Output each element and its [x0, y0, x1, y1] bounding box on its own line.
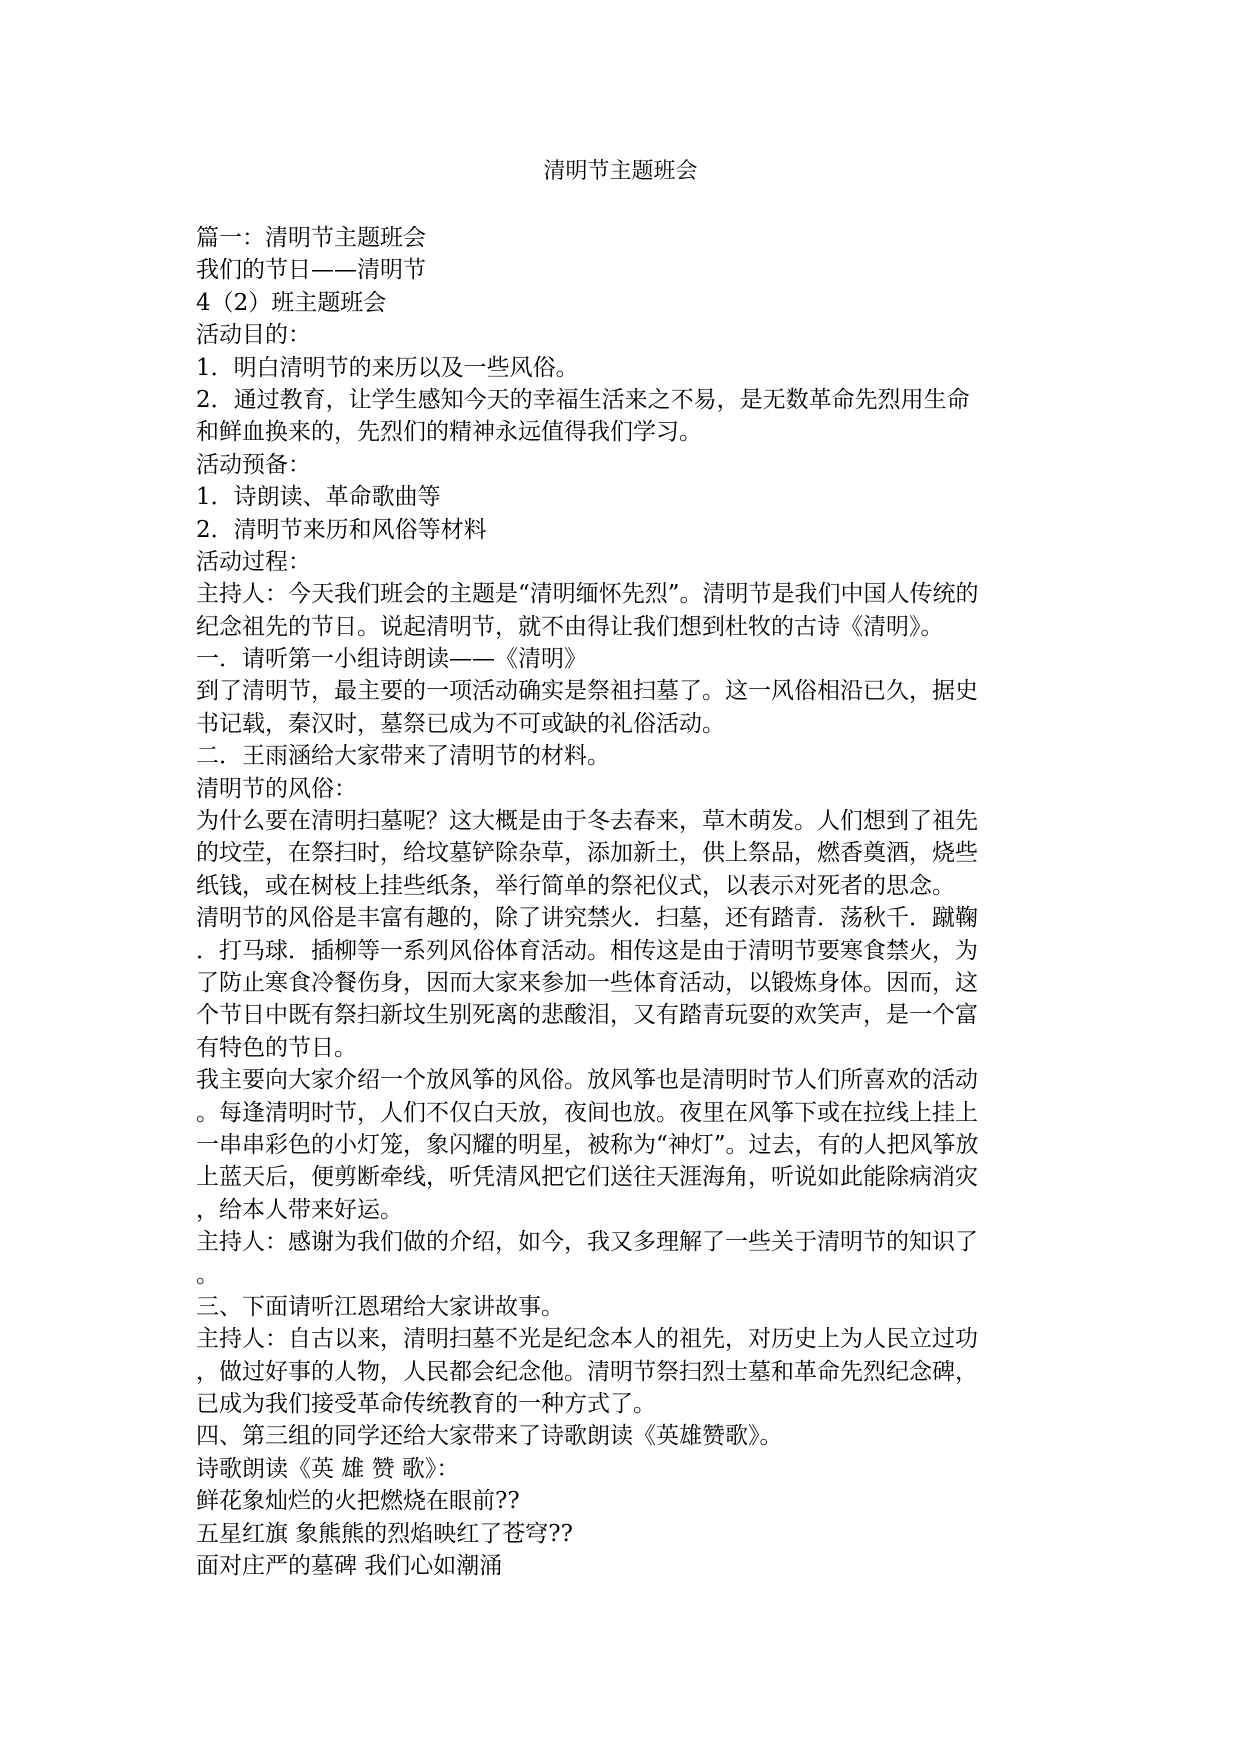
text-line: ，做过好事的人物，人民都会纪念他。清明节祭扫烈士墓和革命先烈纪念碑，	[196, 1358, 978, 1385]
text-line: ．打马球．插柳等一系列风俗体育活动。相传这是由于清明节要寒食禁火，为	[196, 937, 978, 964]
document-body	[196, 222, 1056, 1582]
text-line: 有特色的节日。	[196, 1034, 357, 1061]
text-line: 一．请听第一小组诗朗读——《清明》	[196, 646, 587, 673]
text-line: 上蓝天后，便剪断牵线，听凭清风把它们送往天涯海角，听说如此能除病消灾	[196, 1164, 978, 1191]
text-line: 四、第三组的同学还给大家带来了诗歌朗读《英雄赞歌》。	[196, 1423, 783, 1450]
text-line: 诗歌朗读《英 雄 赞 歌》：	[196, 1455, 460, 1482]
document-title: 清明节主题班会	[543, 159, 698, 184]
text-line: 主持人：感谢为我们做的介绍，如今，我又多理解了一些关于清明节的知识了	[196, 1229, 978, 1256]
text-line: 活动过程：	[196, 548, 311, 575]
text-line: 我们的节日——清明节	[196, 257, 426, 284]
text-line: 清明节的风俗是丰富有趣的，除了讲究禁火．扫墓，还有踏青．荡秋千．蹴鞠	[196, 905, 978, 932]
text-line: 我主要向大家介绍一个放风筝的风俗。放风筝也是清明时节人们所喜欢的活动	[196, 1067, 978, 1094]
text-line: 书记载，秦汉时，墓祭已成为不可或缺的礼俗活动。	[196, 710, 725, 737]
text-line: 清明节的风俗：	[196, 775, 357, 802]
text-line: 五星红旗 象熊熊的烈焰映红了苍穹??	[196, 1520, 573, 1547]
text-line: 主持人：今天我们班会的主题是“清明缅怀先烈”。清明节是我们中国人传统的	[196, 581, 979, 608]
text-line: 纪念祖先的节日。说起清明节，就不由得让我们想到杜牧的古诗《清明》。	[196, 613, 944, 640]
text-line: 二．王雨涵给大家带来了清明节的材料。	[196, 743, 610, 770]
text-line: 鲜花象灿烂的火把燃烧在眼前??	[196, 1488, 520, 1515]
text-line: 纸钱，或在树枝上挂些纸条，举行简单的祭祀仪式，以表示对死者的思念。	[196, 872, 955, 899]
text-line: 个节日中既有祭扫新坟生别死离的悲酸泪，又有踏青玩耍的欢笑声，是一个富	[196, 1002, 978, 1029]
text-line: 三、下面请听江恩珺给大家讲故事。	[196, 1293, 564, 1320]
text-line: 到了清明节，最主要的一项活动确实是祭祖扫墓了。这一风俗相沿已久，据史	[196, 678, 978, 705]
text-line: 主持人：自古以来，清明扫墓不光是纪念本人的祖先，对历史上为人民立过功	[196, 1326, 978, 1353]
text-line: 活动预备：	[196, 451, 311, 478]
text-line: 已成为我们接受革命传统教育的一种方式了。	[196, 1391, 656, 1418]
text-line: 和鲜血换来的，先烈们的精神永远值得我们学习。	[196, 419, 702, 446]
text-line: 。每逢清明时节，人们不仅白天放，夜间也放。夜里在风筝下或在拉线上挂上	[196, 1099, 978, 1126]
text-line: ，给本人带来好运。	[196, 1196, 403, 1223]
text-line: 4（2）班主题班会	[196, 289, 387, 316]
text-line: 一串串彩色的小灯笼，象闪耀的明星，被称为“神灯”。过去，有的人把风筝放	[196, 1131, 979, 1158]
text-line: 2．通过教育，让学生感知今天的幸福生活来之不易，是无数革命先烈用生命	[196, 386, 970, 413]
text-line: 为什么要在清明扫墓呢？这大概是由于冬去春来，草木萌发。人们想到了祖先	[196, 808, 978, 835]
text-line: 1．明白清明节的来历以及一些风俗。	[196, 354, 579, 381]
text-line: 的坟茔，在祭扫时，给坟墓铲除杂草，添加新土，供上祭品，燃香奠酒，烧些	[196, 840, 978, 867]
text-line: 1．诗朗读、革命歌曲等	[196, 484, 441, 511]
text-line: 篇一：清明节主题班会	[196, 225, 426, 251]
text-line: 2．清明节来历和风俗等材料	[196, 516, 487, 543]
text-line: 面对庄严的墓碑 我们心如潮涌	[196, 1553, 503, 1580]
text-line: 了防止寒食冷餐伤身，因而大家来参加一些体育活动，以锻炼身体。因而，这	[196, 969, 978, 996]
text-line: 活动目的：	[196, 322, 311, 349]
text-line: 。	[196, 1261, 219, 1288]
